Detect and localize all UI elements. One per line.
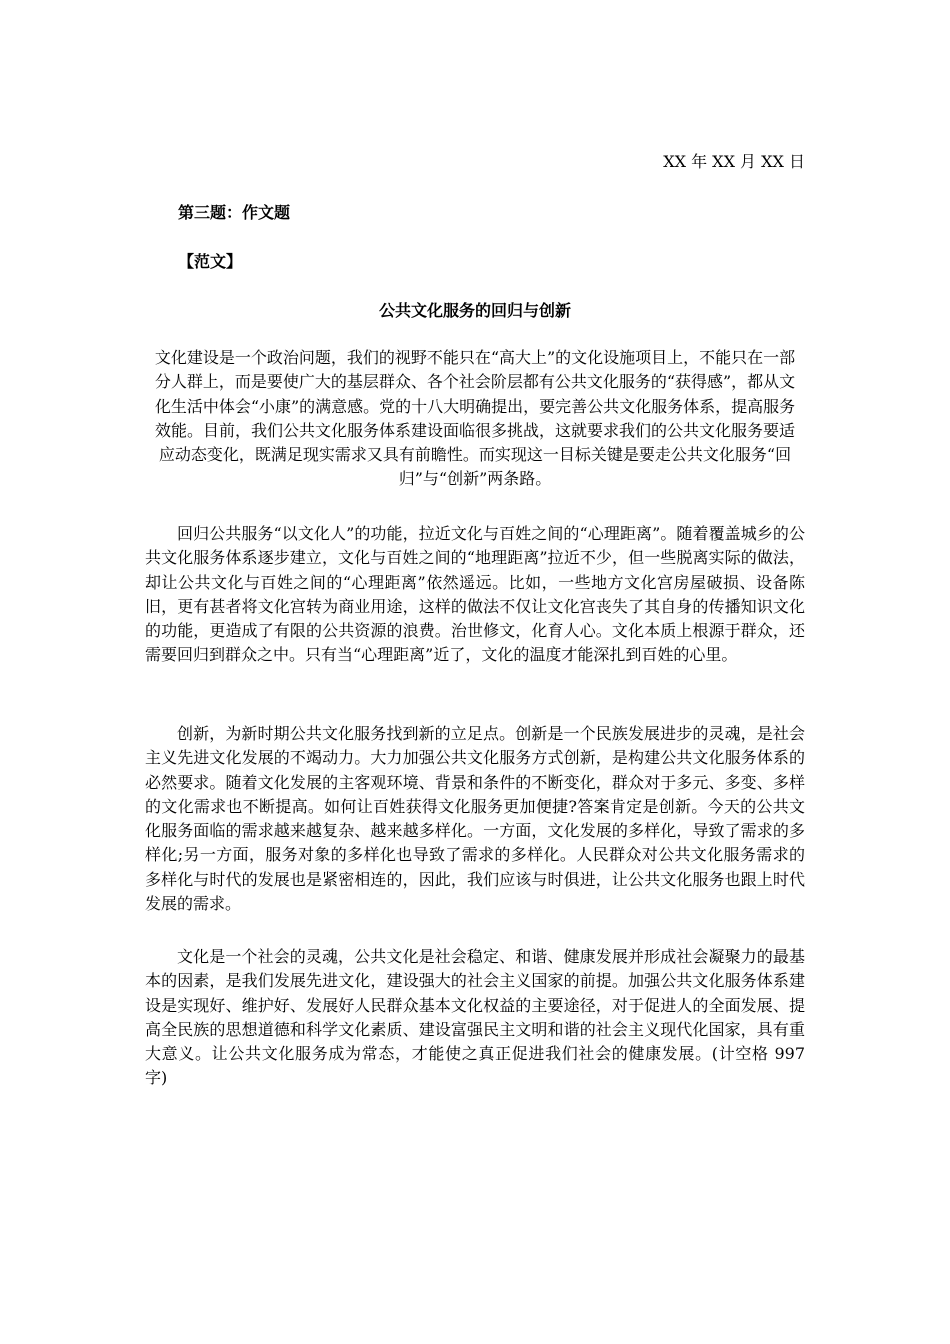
essay-title: 公共文化服务的回归与创新: [378, 301, 571, 320]
essay-paragraph-return: 回归公共服务“以文化人”的功能，拉近文化与百姓之间的“心理距离”。随着覆盖城乡的公共文化服务体系逐步建立，文化与百姓之间的“地理距离”拉近不少，但一些脱离实际的做法，却让公共文化与百姓之间的“心理距离”依然遥远。比如，一些地方文化宫房屋破损、设备陈旧，更有甚者将文化宫转为商业用途，这样的做法不仅让文化宫丧失了其自身的传播知识文化的功能，更造成了有限的公共资源的浪费。治世修文，化育人心。文化本质上根源于群众，还需要回归到群众之中。只有当“心理距离”近了，文化的温度才能深扎到百姓的心里。: [145, 524, 805, 665]
document-date: XX 年 XX 月 XX 日: [663, 152, 805, 171]
sample-essay-label: 【范文】: [178, 252, 243, 271]
section-heading: 第三题：作文题: [178, 203, 291, 222]
essay-paragraph-innovation: 创新，为新时期公共文化服务找到新的立足点。创新是一个民族发展进步的灵魂，是社会主义先进文化发展的不竭动力。大力加强公共文化服务方式创新，是构建公共文化服务体系的必然要求。随着文化发展的主客观环境、背景和条件的不断变化，群众对于多元、多变、多样的文化需求也不断提高。如何让百姓获得文化服务更加便捷?答案肯定是创新。今天的公共文化服务面临的需求越来越复杂、越来越多样化。一方面，文化发展的多样化，导致了需求的多样化;另一方面，服务对象的多样化也导致了需求的多样化。人民群众对公共文化服务需求的多样化与时代的发展也是紧密相连的，因此，我们应该与时俱进，让公共文化服务也跟上时代发展的需求。: [145, 724, 805, 914]
essay-paragraph-intro: 文化建设是一个政治问题，我们的视野不能只在“高大上”的文化设施项目上，不能只在一部分人群上，而是要使广大的基层群众、各个社会阶层都有公共文化服务的“获得感”，都从文化生活中体会“小康”的满意感。党的十八大明确提出，要完善公共文化服务体系，提高服务效能。目前，我们公共文化服务体系建设面临很多挑战，这就要求我们的公共文化服务要适应动态变化，既满足现实需求又具有前瞻性。而实现这一目标关键是要走公共文化服务“回归”与“创新”两条路。: [154, 348, 796, 489]
essay-paragraph-conclusion: 文化是一个社会的灵魂，公共文化是社会稳定、和谐、健康发展并形成社会凝聚力的最基本的因素，是我们发展先进文化，建设强大的社会主义国家的前提。加强公共文化服务体系建设是实现好、维护好、发展好人民群众基本文化权益的主要途径，对于促进人的全面发展、提高全民族的思想道德和科学文化素质、建设富强民主文明和谐的社会主义现代化国家，具有重大意义。让公共文化服务成为常态，才能使之真正促进我们社会的健康发展。(计空格 997 字): [145, 947, 805, 1088]
